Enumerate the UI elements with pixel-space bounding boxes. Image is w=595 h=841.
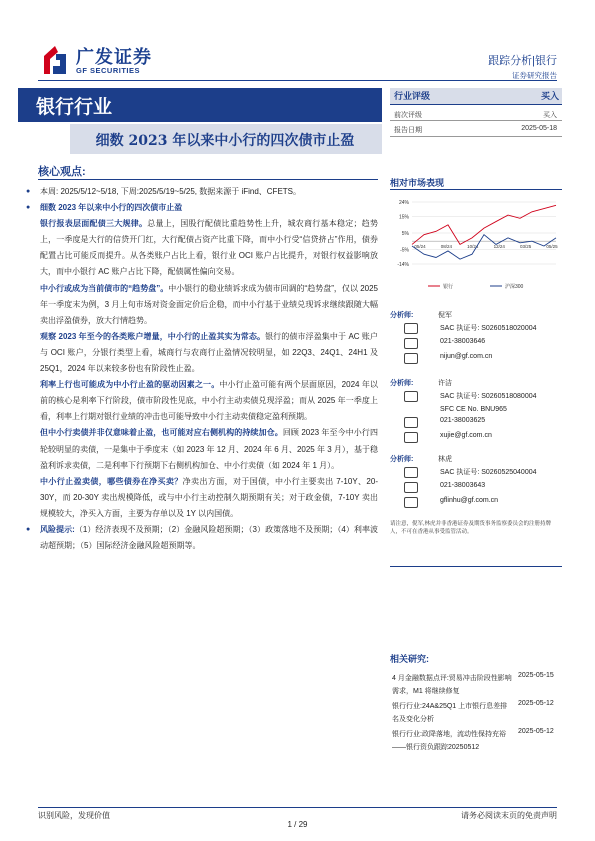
related-report-link[interactable]: 银行行业:24A&25Q1 上市银行息差排名及变化分析 [392, 703, 508, 723]
phone-icon [404, 417, 418, 428]
bold-lead: 利率上行也可能成为中小行止盈的驱动因素之一。 [40, 380, 220, 390]
prev-rating-value: 买入 [543, 112, 557, 119]
analyst-contact: xujie@gf.com.cn [440, 432, 492, 439]
bold-lead: 中小行或成为当前债市的“趋势盘”。 [40, 283, 169, 293]
chart-title: 相对市场表现 [390, 178, 445, 188]
analyst-contact: nijun@gf.com.cn [440, 353, 493, 360]
core-view-body [26, 184, 379, 554]
paragraph-text: 银行的债市浮盈集中于 AC 账户与 OCI 账户，分银行类型上看，城商行与农商行止盈情况较明显，如 22Q3、24Q1、24H1 及 25Q1，2024 年以来较多份也有阶段性止盈。 [40, 331, 378, 374]
report-type: 跟踪分析|银行 [488, 55, 557, 67]
headline-text: 细数 2023 年以来中小行的四次债市止盈 [40, 203, 183, 213]
paragraph-text: 净卖出方面，对于国债，中小行主要卖出 7-10Y、20-30Y，而 20-30Y 卖出规模降低，或与中小行主动控制久期预期有关；对于政金债，7-10Y 卖出规模较大，净买入方面，主要为存单以及 1Y 以内国债。 [40, 476, 378, 518]
series-line [412, 235, 556, 259]
email-icon [404, 432, 418, 443]
paragraph-period [26, 184, 378, 200]
logo-text-en: GF SECURITIES [76, 66, 141, 75]
header-divider [38, 80, 557, 81]
series-line [412, 205, 556, 244]
analyst-contact: SAC 执证号: S0260518020004 [440, 325, 537, 332]
risk-text: （1）经济表现不及预期；（2）金融风险超预期；（3）政策落地不及预期；（4）利率波动超预期；（5）国际经济金融风险超预期等。 [40, 524, 379, 551]
email-icon [404, 353, 418, 364]
rating-divider [390, 120, 562, 121]
chart-divider [390, 189, 562, 190]
analyst-name: 倪军 [438, 312, 452, 319]
footer-divider [38, 807, 557, 808]
analyst-name: 林虎 [438, 456, 452, 463]
paragraph-rules [40, 216, 378, 280]
paragraph-trend [40, 281, 378, 329]
related-report-link[interactable]: 银行行业:政降落地，流动性保持充裕——银行资负跟踪20250512 [392, 731, 506, 751]
bullet-icon: ● [26, 188, 31, 195]
id-card-icon [404, 323, 418, 334]
industry-title: 银行行业 [36, 97, 113, 118]
analyst-label: 分析师: [390, 312, 414, 319]
period-text: 本周: 2025/5/12~5/18, 下周:2025/5/19~5/25, 数据来源于 iFind、CFETS。 [40, 187, 302, 196]
paragraph-text: 中小行止盈可能有两个层面原因，2024 年以前的核心是利率下行阶段，债市阶段性见底，中小行主动卖债兑现浮盈；而从 2025 年一季度上看，利率上行期对银行业绩的冲击也可能导致中小行主动卖债稳定盈利预期。 [40, 380, 378, 422]
id-card-icon [404, 391, 418, 402]
report-title: 细数 2023 年以来中小行的四次债市止盈 [95, 133, 355, 149]
bullet-icon: ● [26, 204, 31, 212]
analyst-name: 许洁 [438, 380, 452, 387]
x-tick-label: 08/24 [440, 244, 453, 250]
phone-icon [404, 482, 418, 493]
prev-rating-label: 前次评级 [394, 112, 422, 119]
related-report-date: 2025-05-15 [518, 672, 554, 679]
report-date-label: 报告日期 [394, 127, 422, 134]
bold-lead: 观察 2023 年至今的各类账户增量，中小行的止盈其实为常态。 [40, 331, 266, 341]
gf-logo-icon [38, 44, 72, 78]
paragraph-accounts [40, 329, 378, 377]
analyst-contact: 021-38003643 [440, 482, 486, 489]
rating-divider [390, 136, 562, 137]
rating-label: 行业评级 [394, 91, 431, 101]
bold-lead: 中小行止盈卖债，哪些债券在净买卖？ [40, 476, 183, 486]
x-tick-label: 03/25 [519, 244, 532, 250]
analyst-contact: 021-38003646 [440, 338, 486, 345]
email-icon [404, 497, 418, 508]
footer-disclaimer: 请务必阅读末页的免责声明 [461, 811, 557, 820]
page-number: 1 / 29 [287, 820, 308, 829]
paragraph-risk [26, 522, 379, 554]
analyst-label: 分析师: [390, 456, 414, 463]
paragraph-text: 总量上，国股行配债比重趋势性上升，城农商行基本稳定；趋势上，一季度是大行的信贷开门红，大行配债占资产比重下降，而中小行受“信贷挤占”作用，债券配置占比可能反而提升。从各类账户占比上看，银行业 OCI 账户占比提升，对银行权益影响放大，而中小银行 AC 账户占比下降，配债属性偏向交易。 [40, 219, 378, 277]
footer-slogan: 识别风险，发现价值 [38, 811, 110, 820]
paragraph-bonds [40, 474, 378, 522]
rating-value: 买入 [540, 91, 559, 101]
bold-lead: 但中小行卖债并非仅意味着止盈，也可能对应右侧机构的持续加仓。 [40, 428, 283, 438]
y-tick-label: -5% [400, 247, 409, 254]
paragraph-text: 回顾 2023 年至今中小行四轮较明显的卖债，一是集中于季度末（如 2023 年 12 月、2024 年 6 月、2025 年 3 月），基于稳盈利诉求卖债，二是利率下行预期下右侧机构加仓、中小行卖债（如 2024 年 1 月）。 [40, 428, 378, 470]
analyst-contact: 021-38003625 [440, 417, 486, 424]
legend-label: 沪深300 [505, 284, 524, 290]
analyst-contact: gflinhu@gf.com.cn [440, 497, 499, 504]
y-tick-label: -14% [397, 262, 409, 268]
x-tick-label: 05/24 [414, 244, 426, 250]
legend-label: 银行 [443, 284, 454, 290]
related-report-date: 2025-05-12 [518, 728, 554, 735]
analyst-contact: SAC 执证号: S0260518080004 [440, 393, 537, 400]
analyst-contact: SFC CE No. BNU965 [440, 406, 507, 413]
contact-note: 请注意，倪军,林虎并非香港证券及期货事务监察委员会的注册持牌人，不可在香港从事受监管活动。 [390, 521, 552, 535]
y-tick-label: 24% [398, 200, 409, 206]
bold-lead: 银行报表层面配债三大规律。 [40, 219, 148, 229]
core-divider [38, 179, 378, 180]
phone-icon [404, 338, 418, 349]
y-tick-label: 5% [401, 231, 409, 237]
x-tick-label: 12/24 [493, 244, 505, 250]
paragraph-text: 中小银行的稳业绩诉求成为债市回调的“趋势盘”，仅以 2025 年一季度末为例，3 月上旬市场对资金面定价后企稳，而中小行基于业绩兑现诉求继续跟随大幅卖出浮盈债券，放大行情趋势。 [40, 283, 378, 325]
analyst-label: 分析师: [390, 380, 414, 387]
related-report-link[interactable]: 4 月金融数据点评:贸易冲击阶段性影响需求，M1 将继续修复 [392, 675, 512, 695]
x-tick-label: 05/25 [546, 244, 558, 250]
x-tick-label: 10/24 [467, 244, 479, 250]
bullet-icon: ● [26, 525, 31, 533]
id-card-icon [404, 467, 418, 478]
logo-text: 广发证券 [76, 47, 152, 67]
paragraph-headline [26, 200, 378, 216]
y-tick-label: 15% [398, 214, 409, 221]
related-top-divider [390, 566, 562, 567]
relative-performance-chart [388, 196, 562, 296]
paragraph-rates [40, 377, 378, 425]
report-date-value: 2025-05-18 [521, 125, 557, 132]
related-report-date: 2025-05-12 [518, 700, 554, 707]
paragraph-selling [40, 425, 378, 473]
related-title: 相关研究: [390, 654, 429, 664]
risk-label: 风险提示: [40, 524, 75, 534]
analyst-contact: SAC 执证号: S0260525040004 [440, 469, 537, 476]
report-subtype: 证券研究报告 [512, 71, 557, 80]
core-view-title: 核心观点: [38, 166, 86, 178]
